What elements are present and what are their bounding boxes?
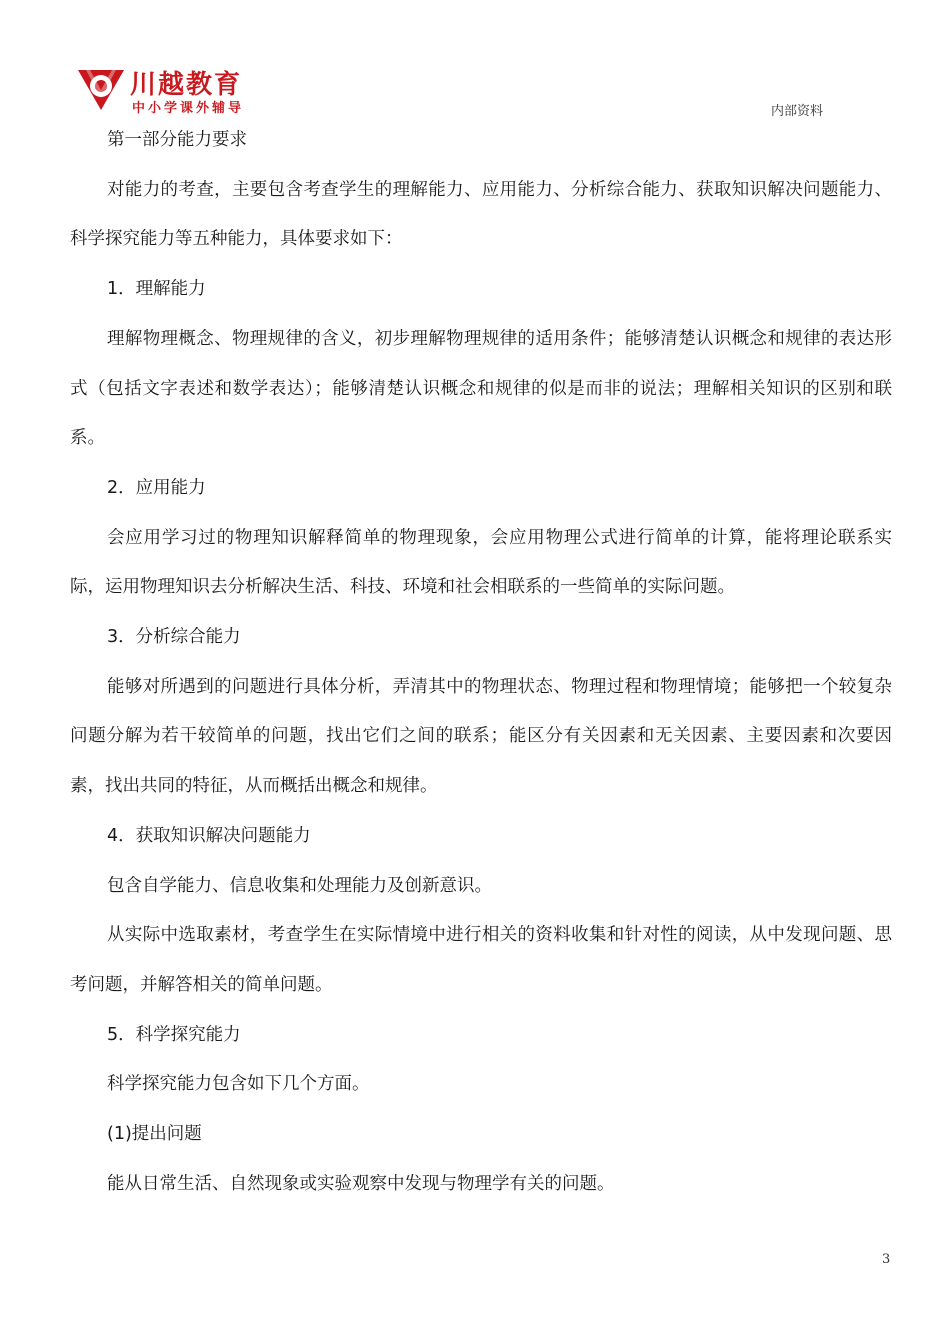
paragraph: 理解物理概念、物理规律的含义，初步理解物理规律的适用条件；能够清楚认识概念和规律的表达形式（包括文字表述和数学表达）；能够清楚认识概念和规律的似是而非的说法；理解相关知识的区别和联系。 — [70, 328, 892, 449]
subsection-heading: 5．科学探究能力 — [107, 1024, 241, 1045]
paragraph: 包含自学能力、信息收集和处理能力及创新意识。 — [107, 875, 492, 896]
paragraph: 对能力的考查，主要包含考查学生的理解能力、应用能力、分析综合能力、获取知识解决问题能力、科学探究能力等五种能力，具体要求如下： — [70, 179, 892, 250]
internal-label: 内部资料 — [771, 104, 824, 119]
paragraph: 会应用学习过的物理知识解释简单的物理现象，会应用物理公式进行简单的计算，能将理论联系实际，运用物理知识去分析解决生活、科技、环境和社会相联系的一些简单的实际问题。 — [70, 527, 892, 598]
logo — [76, 66, 266, 114]
section-heading: 第一部分能力要求 — [107, 130, 247, 150]
item-heading: (1)提出问题 — [107, 1124, 202, 1145]
paragraph: 能够对所遇到的问题进行具体分析，弄清其中的物理状态、物理过程和物理情境；能够把一个较复杂问题分解为若干较简单的问题，找出它们之间的联系；能区分有关因素和无关因素、主要因素和次要因素，找出共同的特征，从而概括出概念和规律。 — [70, 676, 892, 797]
subsection-heading: 4．获取知识解决问题能力 — [107, 825, 311, 846]
page-number: 3 — [882, 1252, 891, 1267]
paragraph: 能从日常生活、自然现象或实验观察中发现与物理学有关的问题。 — [107, 1173, 615, 1194]
paragraph: 从实际中选取素材，考查学生在实际情境中进行相关的资料收集和针对性的阅读，从中发现问题、思考问题，并解答相关的简单问题。 — [70, 925, 892, 995]
logo-subtitle: 中小学课外辅导 — [132, 101, 245, 116]
logo-title: 川越教育 — [130, 70, 243, 100]
document-body — [70, 116, 892, 1209]
subsection-heading: 2．应用能力 — [107, 477, 206, 498]
paragraph: 科学探究能力包含如下几个方面。 — [107, 1074, 370, 1095]
subsection-heading: 3．分析综合能力 — [107, 627, 241, 648]
subsection-heading: 1．理解能力 — [107, 279, 206, 300]
logo-mark-icon — [76, 66, 126, 114]
